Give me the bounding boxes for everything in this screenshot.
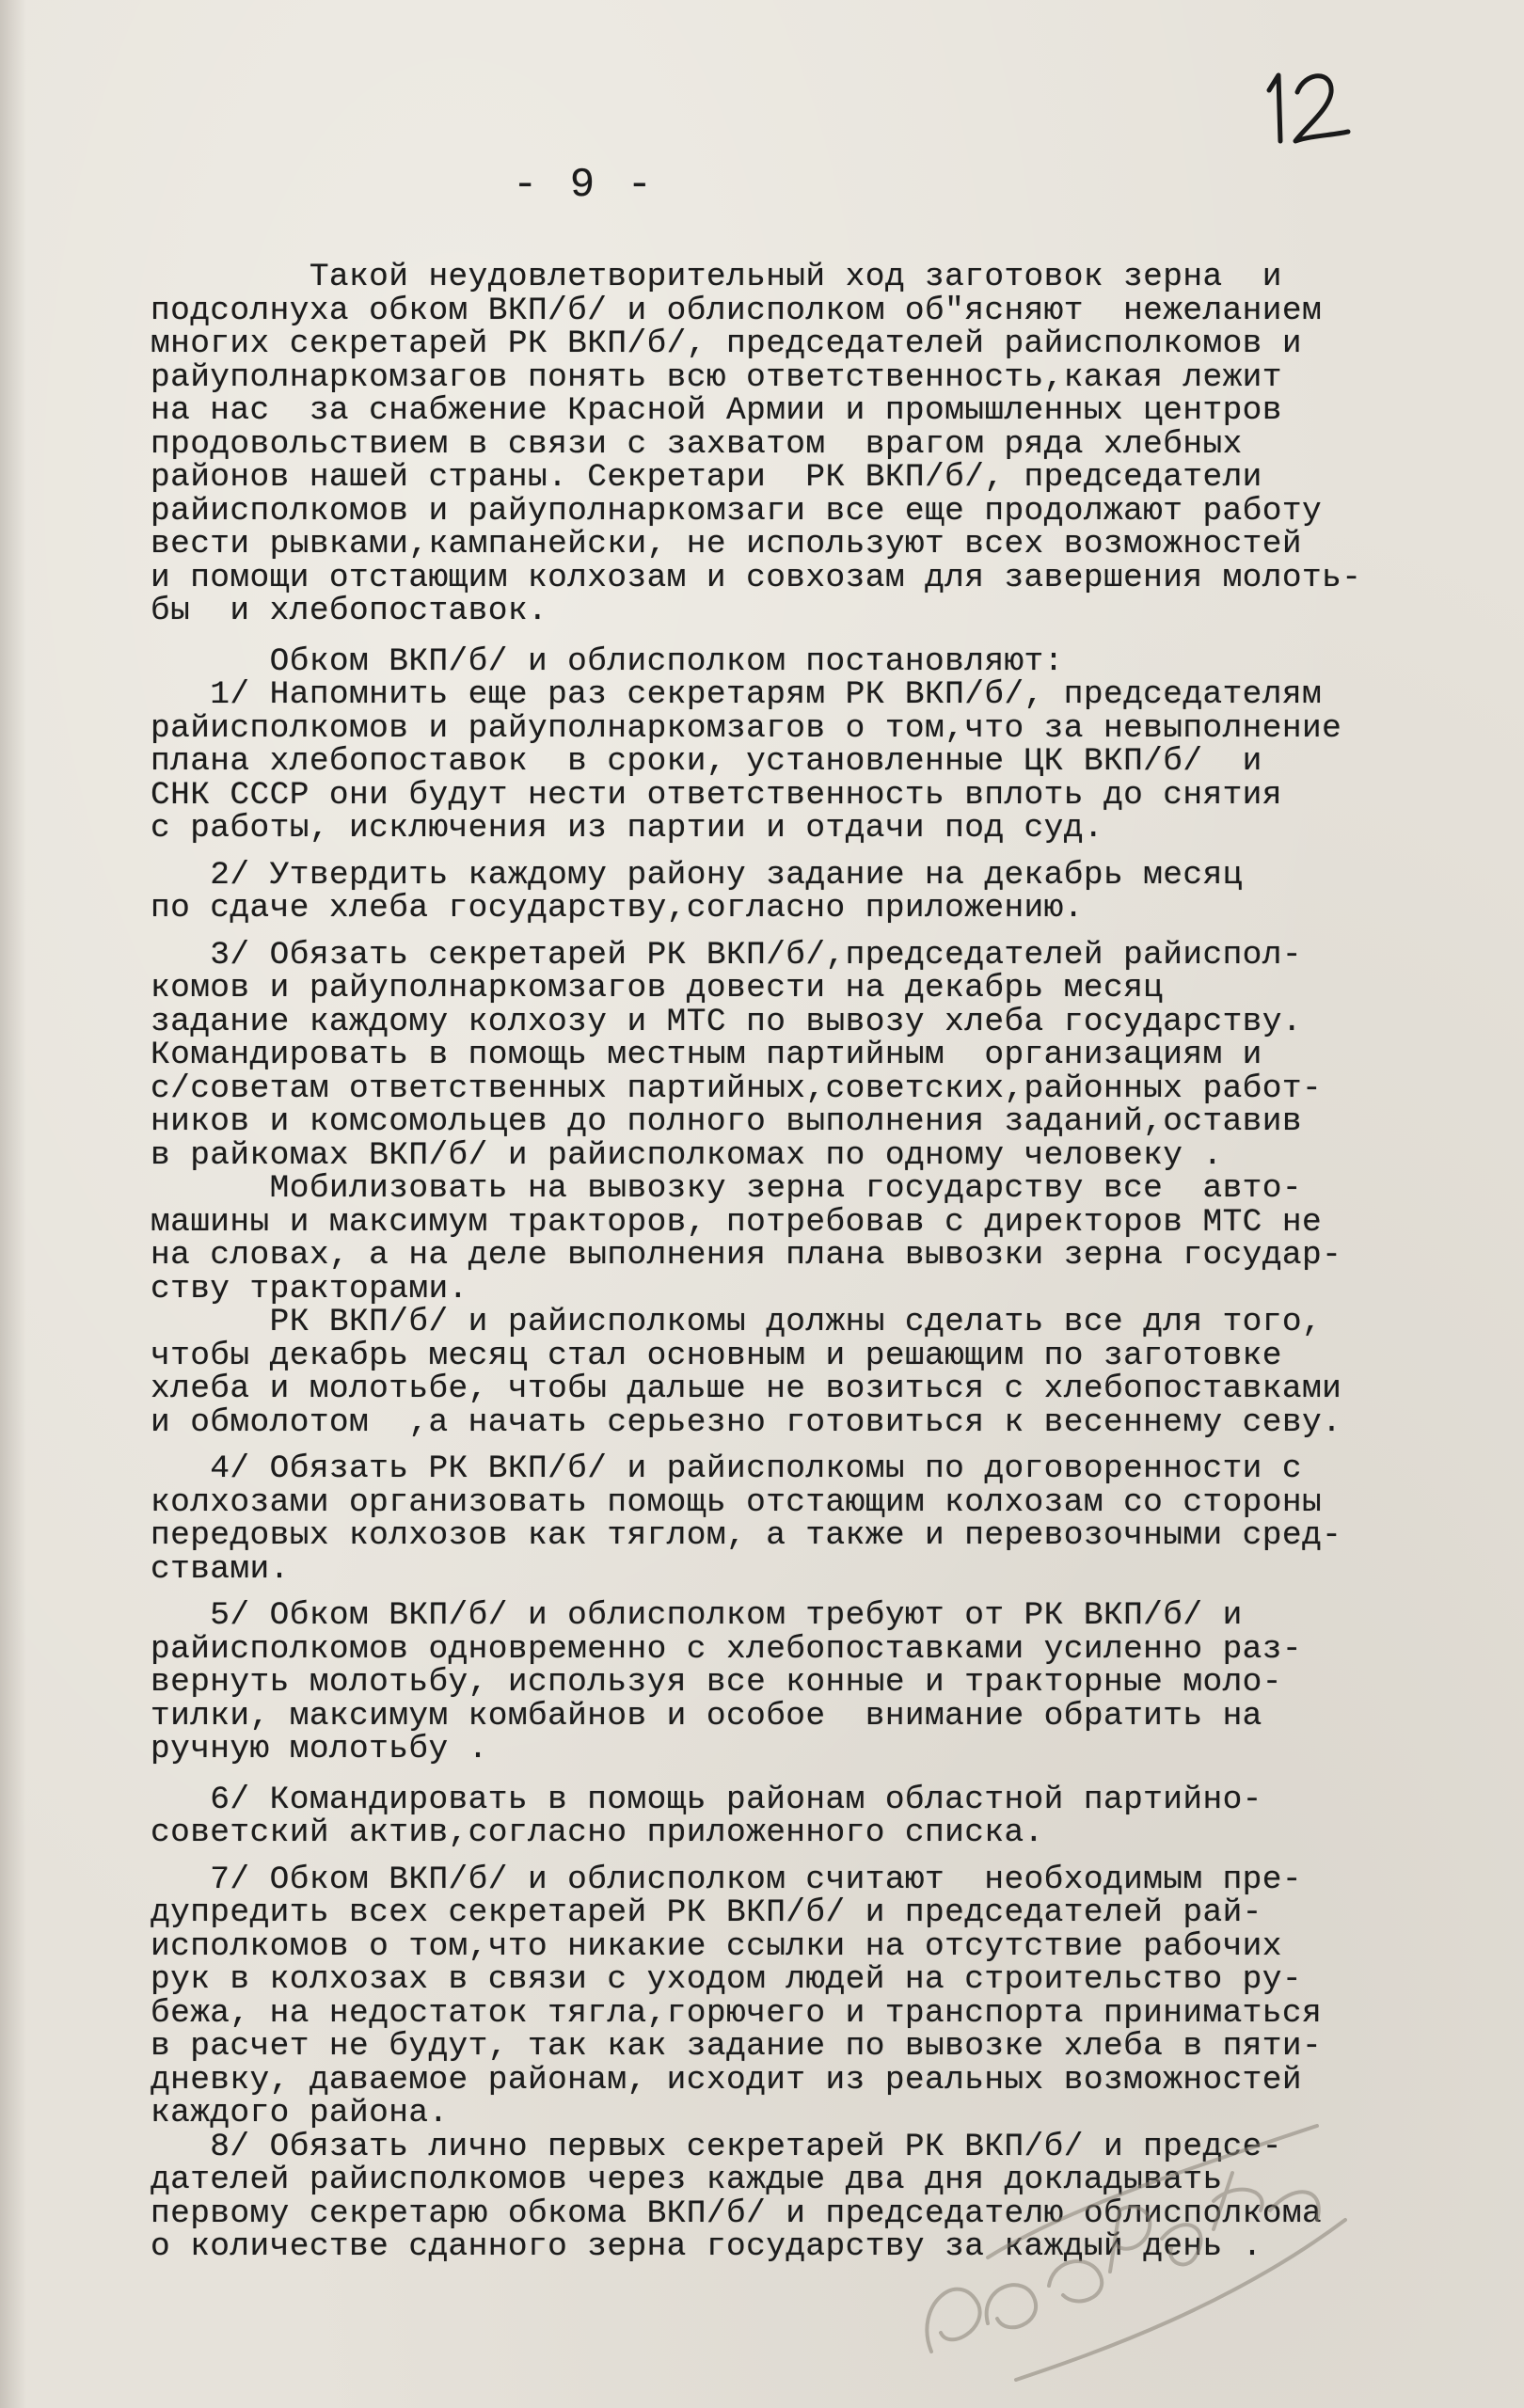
handwritten-folio-icon (1256, 55, 1359, 158)
text-line: в райкомах ВКП/б/ и райисполкомах по одному человеку . (151, 1136, 1223, 1174)
text-line: 4/ Обязать РК ВКП/б/ и райисполкомы по договоренности с (151, 1450, 1302, 1487)
text-line: СНК СССР они будут нести ответственность вплоть до снятия (151, 776, 1282, 814)
text-line: дневку, даваемое районам, исходит из реальных возможностей (151, 2061, 1302, 2099)
text-line: машины и максимум тракторов, потребовав с директоров МТС не (151, 1203, 1323, 1241)
text-line: на нас за снабжение Красной Армии и промышленных центров (151, 392, 1282, 429)
paragraph-item-4 (151, 1452, 1486, 1586)
text-line: вести рывками,кампанейски, не используют всех возможностей (151, 526, 1302, 562)
text-line: передовых колхозов как тяглом, а также и перевозочными сред- (151, 1517, 1342, 1554)
text-line: Мобилизовать на вывозку зерна государству все авто- (151, 1170, 1302, 1207)
text-line: дупредить всех секретарей РК ВКП/б/ и председателей рай- (151, 1894, 1262, 1931)
text-line: райисполкомов и райуполнаркомзагов о том,что за невыполнение (151, 709, 1342, 747)
document-body (151, 261, 1486, 2264)
text-line: задание каждому колхозу и МТС по вывозу хлеба государству. (151, 1003, 1302, 1040)
text-line: исполкомов о том,что никакие ссылки на отсутствие рабочих (151, 1927, 1282, 1965)
text-line: дателей райисполкомов через каждые два дня докладывать (151, 2162, 1223, 2198)
text-line: чтобы декабрь месяц стал основным и решающим по заготовке (151, 1337, 1282, 1374)
text-line: районов нашей страны. Секретари РК ВКП/б/, председатели (151, 459, 1262, 496)
text-line: 1/ Напомнить еще раз секретарям РК ВКП/б/, председателям (151, 676, 1323, 713)
binding-shadow (0, 0, 26, 2408)
paragraph-item-6 (151, 1783, 1486, 1850)
text-line: бы и хлебопоставок. (151, 593, 548, 629)
text-line: бежа, на недостаток тягла,горючего и транспорта приниматься (151, 1994, 1323, 2032)
text-line: с работы, исключения из партии и отдачи под суд. (151, 810, 1103, 847)
text-line: 2/ Утвердить каждому району задание на декабрь месяц (151, 856, 1243, 894)
text-line: райуполнаркомзагов понять всю ответственность,какая лежит (151, 358, 1282, 396)
archive-stamp-icon (875, 2069, 1383, 2408)
text-line: 5/ Обком ВКП/б/ и облисполком требуют от РК ВКП/б/ и (151, 1597, 1243, 1634)
paragraph-item-1 (151, 678, 1486, 846)
page-number: - 9 - (513, 162, 657, 209)
text-line: на словах, а на деле выполнения плана вывозки зерна государ- (151, 1237, 1342, 1274)
text-line: 6/ Командировать в помощь районам областной партийно- (151, 1781, 1262, 1818)
text-line: райисполкомов и райуполнаркомзаги все еще продолжают работу (151, 492, 1323, 530)
text-line: в расчет не будут, так как задание по вывозке хлеба в пяти- (151, 2028, 1323, 2065)
text-line: комов и райуполнаркомзагов довести на декабрь месяц (151, 970, 1164, 1006)
text-line: советский актив,согласно приложенного списка. (151, 1814, 1044, 1851)
text-line: Командировать в помощь местным партийным организациям и (151, 1037, 1262, 1073)
text-line: ников и комсомольцев до полного выполнения заданий,оставив (151, 1103, 1302, 1140)
text-line: продовольствием в связи с захватом врагом ряда хлебных (151, 425, 1243, 463)
text-line: Такой неудовлетворительный ход заготовок зерна и (151, 259, 1282, 295)
text-line: ствами. (151, 1550, 290, 1588)
text-line: плана хлебопоставок в сроки, установленные ЦК ВКП/б/ и (151, 743, 1262, 780)
text-line: рук в колхозах в связи с уходом людей на строительство ру- (151, 1961, 1302, 1998)
text-line: и обмолотом ,а начать серьезно готовиться к весеннему севу. (151, 1403, 1342, 1441)
text-line: по сдаче хлеба государству,согласно приложению. (151, 890, 1084, 927)
text-line: 8/ Обязать лично первых секретарей РК ВКП/б/ и предсе- (151, 2128, 1282, 2165)
text-line: и помощи отстающим колхозам и совхозам для завершения молоть- (151, 559, 1362, 596)
text-line: о количестве сданного зерна государству за каждый день . (151, 2228, 1262, 2265)
paragraph-intro (151, 261, 1486, 628)
text-line: каждого района. (151, 2095, 449, 2131)
text-line: многих секретарей РК ВКП/б/, председателей райисполкомов и (151, 325, 1302, 362)
text-line: с/советам ответственных партийных,советских,районных работ- (151, 1069, 1323, 1107)
text-line: РК ВКП/б/ и райисполкомы должны сделать все для того, (151, 1304, 1323, 1340)
text-line: тилки, максимум комбайнов и особое внимание обратить на (151, 1697, 1262, 1735)
text-line: колхозами организовать помощь отстающим колхозам со стороны (151, 1483, 1323, 1521)
text-line: ручную молотьбу . (151, 1731, 488, 1767)
paragraph-item-2 (151, 856, 1486, 927)
resolution-heading (151, 642, 1486, 680)
text-line: хлеба и молотьбе, чтобы дальше не возиться с хлебопоставками (151, 1370, 1342, 1407)
text-line: райисполкомов одновременно с хлебопоставками усиленно раз- (151, 1630, 1302, 1668)
text-line: 3/ Обязать секретарей РК ВКП/б/,председателей райиспол- (151, 936, 1302, 974)
text-line: Обком ВКП/б/ и облисполком постановляют: (151, 642, 1064, 680)
text-line: ству тракторами. (151, 1270, 468, 1307)
paragraph-item-5 (151, 1599, 1486, 1766)
text-line: подсолнуха обком ВКП/б/ и облисполком об"ясняют нежеланием (151, 292, 1323, 329)
text-line: 7/ Обком ВКП/б/ и облисполком считают необходимым пре- (151, 1861, 1302, 1898)
text-line: первому секретарю обкома ВКП/б/ и председателю облисполкома (151, 2194, 1323, 2232)
text-line: вернуть молотьбу, используя все конные и тракторные моло- (151, 1664, 1282, 1701)
paragraph-item-3 (151, 936, 1486, 1441)
